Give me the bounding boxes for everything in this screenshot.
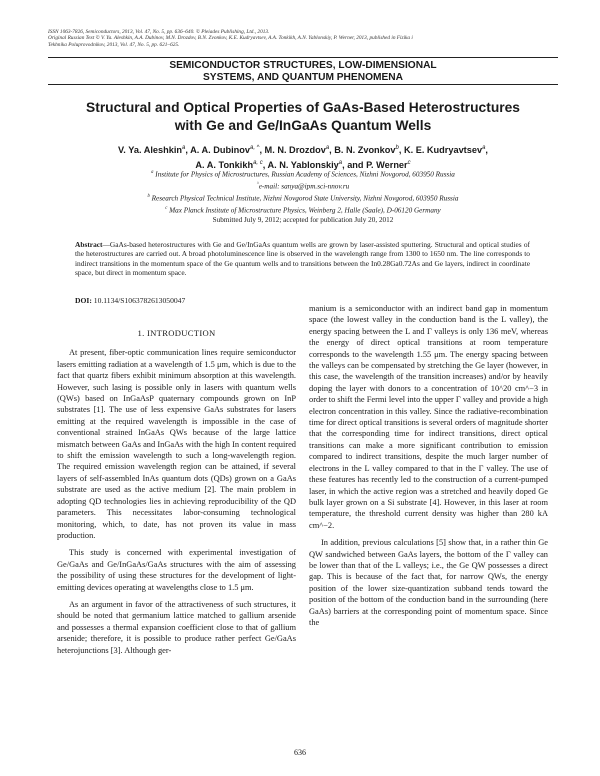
doi-value: 10.1134/S1063782613050047 — [91, 296, 186, 305]
author-name: A. A. Tonkikh — [195, 159, 254, 170]
paper-title — [48, 99, 558, 135]
affil-text: Research Physical Technical Institute, Nizhni Novgorod State University, Nizhni Novgorod, 603950 Russia — [149, 194, 459, 203]
affiliations — [48, 168, 558, 226]
author-affil-mark: a, ^ — [250, 145, 260, 151]
author-name: , M. N. Drozdov — [259, 145, 326, 156]
abstract-label: Abstract — [75, 240, 103, 249]
affil-mark: b — [147, 193, 150, 199]
paragraph: At present, fiber-optic communication lines require semiconductor lasers emitting radiation at a wavelength of 1.5 μm, which is due to the fact that quartz fibers exhibit minimum absorption at this wavelength. However, such lasing is possible only in lasers with quantum wells (QWs) based on InGaAsP quaternary compounds grown on InP substrates [1]. The use of less expensive GaAs substrates for lasers emitting at the required wavelength is impossible in the case of conventional strained InGaAs QWs because of the large lattice mismatch between GaAs and InGaAs with the high In content required to shift the emission wavelength to such a long-wavelength region. The required emission wavelength region can be attained, if several layers of self-assembled InAs quantum dots (QDs) grown on a GaAs substrate are used as the active medium [2]. The main problem in adopting QD technologies lies in achieving reproducibility of the QD parameters. This necessitates labor-consuming technological monitoring, which, to date, has not proven its value in mass production. — [57, 348, 296, 540]
right-column — [309, 303, 548, 634]
journal-header — [48, 29, 558, 48]
paragraph: This study is concerned with experimental investigation of Ge/GaAs and Ge/InGaAs/GaAs structures with the aim of assessing the possibility of using these structures for the development of light-emitting devices operating at wavelengths close to 1.5 μm. — [57, 548, 296, 592]
author-affil-mark: a — [182, 145, 186, 151]
journal-header-line: Tekhnika Poluprovodnikov, 2013, Vol. 47, No. 5, pp. 621–625. — [48, 41, 180, 48]
affiliation-b — [48, 192, 558, 204]
title-line: Structural and Optical Properties of GaAs-Based Heterostructures — [86, 100, 520, 115]
author-line — [48, 142, 558, 157]
affil-mark: a — [151, 170, 154, 175]
journal-header-line: ISSN 1063-7826, Semiconductors, 2013, Vol. 47, No. 5, pp. 636–640. © Pleiades Publishing, Ltd., 2013. — [48, 29, 270, 35]
author-name: , B. N. Zvonkov — [329, 145, 396, 156]
author-affil-mark: c — [407, 159, 411, 166]
section-heading-line: SEMICONDUCTOR STRUCTURES, LOW-DIMENSIONAL — [169, 60, 437, 71]
left-column — [57, 328, 296, 662]
page-number: 636 — [294, 748, 306, 757]
author-affil-mark: a — [482, 145, 486, 151]
section-heading-line: SYSTEMS, AND QUANTUM PHENOMENA — [203, 71, 403, 83]
author-name: , A. N. Yablonskiy — [262, 159, 339, 170]
affil-text: Max Planck Institute of Microstructure Physics, Weinberg 2, Halle (Saale), D-06120 Germany — [167, 206, 441, 215]
section-title-introduction: 1. INTRODUCTION — [137, 328, 216, 338]
paragraph: manium is a semiconductor with an indirect band gap in momentum space (the lowest valley in the conduction band is the L valley), the energy spacing between the L and Γ valleys is only 136 meV, whereas the energy of direct optical transitions at room temperature corresponds to the wavelength 1.55 μm. The energy spacing between the valleys can be compensated by stretching the Ge layer (however, in this case, the wavelength of the transition increases) and/or by heavily doping the layer with donors to a concentration of 10^20 cm^−3 in order to shift the Fermi level into the upper Γ valley and provide a high electron concentration in this valley. Since the radiative-recombination time for direct optical transitions is several orders of magnitude shorter that the corresponding time for indirect transitions, direct optical transitions can make a more significant contribution to emission compared to indirect transitions, despite the much larger number of electrons in the L valley compared to that in the Γ valley. The use of these features has recently led to the construction of a current-pumped laser, in which the active region was a stretched and heavily doped Ge bulk layer grown on a Si substrate [4]. However, in this laser at room temperature, the threshold current density was higher than 280 kA cm^−2. — [309, 304, 548, 530]
affil-text: Institute for Physics of Microstructures, Russian Academy of Sciences, Nizhni Novgorod, 603950 Russia — [153, 170, 455, 179]
author-affil-mark: a — [325, 145, 330, 151]
affiliation-email — [48, 180, 558, 192]
abstract — [75, 240, 530, 277]
abstract-text: —GaAs-based heterostructures with Ge and Ge/InGaAs quantum wells are grown by laser-assisted sputtering. Structural and optical studies of the heterostructures are carried out. A broad photoluminescence line is observed in the wavelength range from 1300 to 1650 nm. The line corresponds to indirect transitions in the momentum space of the Ge quantum wells and to transitions between the In0.28Ga0.72As and Ge layers, indirect in coordinate space, but direct in momentum space. — [75, 240, 530, 277]
top-rule — [48, 57, 558, 58]
author-affil-mark: a — [338, 159, 343, 166]
section-heading — [48, 60, 558, 83]
author-affil-mark: a, c — [253, 159, 263, 166]
author-list — [48, 142, 558, 171]
affiliation-c — [48, 204, 558, 216]
author-name: , A. A. Dubinov — [185, 145, 251, 156]
author-name: V. Ya. Aleshkin — [118, 145, 183, 156]
submission-dates: Submitted July 9, 2012; accepted for publication July 20, 2012 — [212, 215, 394, 224]
affil-mark: ^ — [256, 181, 259, 187]
section-rule — [48, 84, 558, 85]
author-name: , K. E. Kudryavtsev — [398, 145, 483, 156]
author-name: , and P. Werner — [342, 159, 408, 170]
doi-label: DOI: — [75, 296, 92, 305]
affiliation-a — [48, 168, 558, 180]
title-line: with Ge and Ge/InGaAs Quantum Wells — [174, 118, 432, 133]
affil-mark: c — [165, 205, 168, 211]
paragraph: In addition, previous calculations [5] show that, in a rather thin Ge QW sandwiched between GaAs layers, the bottom of the Γ valley can be lower than that of the L valleys; i.e., the Ge QW possesses a direct gap. This is because of the fact that, for narrow QWs, the energy position of the lower size-quantization subband tends toward the position of the bottom of the conduction band in the surrounding (here GaAs) barriers at the corresponding point of momentum space. Since the — [309, 538, 548, 627]
paragraph: As an argument in favor of the attractiveness of such structures, it should be noted that germanium lattice matched to gallium arsenide and possesses a thermal expansion coefficient close to that of gallium arsenide; therefore, it is possible to produce rather perfect Ge/GaAs heterojunctions [3]. Although ger- — [57, 599, 296, 655]
author-affil-mark: b — [395, 145, 399, 151]
journal-header-line: Original Russian Text © V. Ya. Aleshkin, A.A. Dubinov, M.N. Drozdov, B.N. Zvonkov, K.E. Kudryavtsev, A.A. Tonkikh, A.N. Yablonskiy, P. Werner, 2013, published in Fizika i — [48, 35, 413, 42]
email-text: e-mail: sanya@ipm.sci-nnov.ru — [258, 182, 350, 191]
author-separator: , — [485, 145, 488, 156]
